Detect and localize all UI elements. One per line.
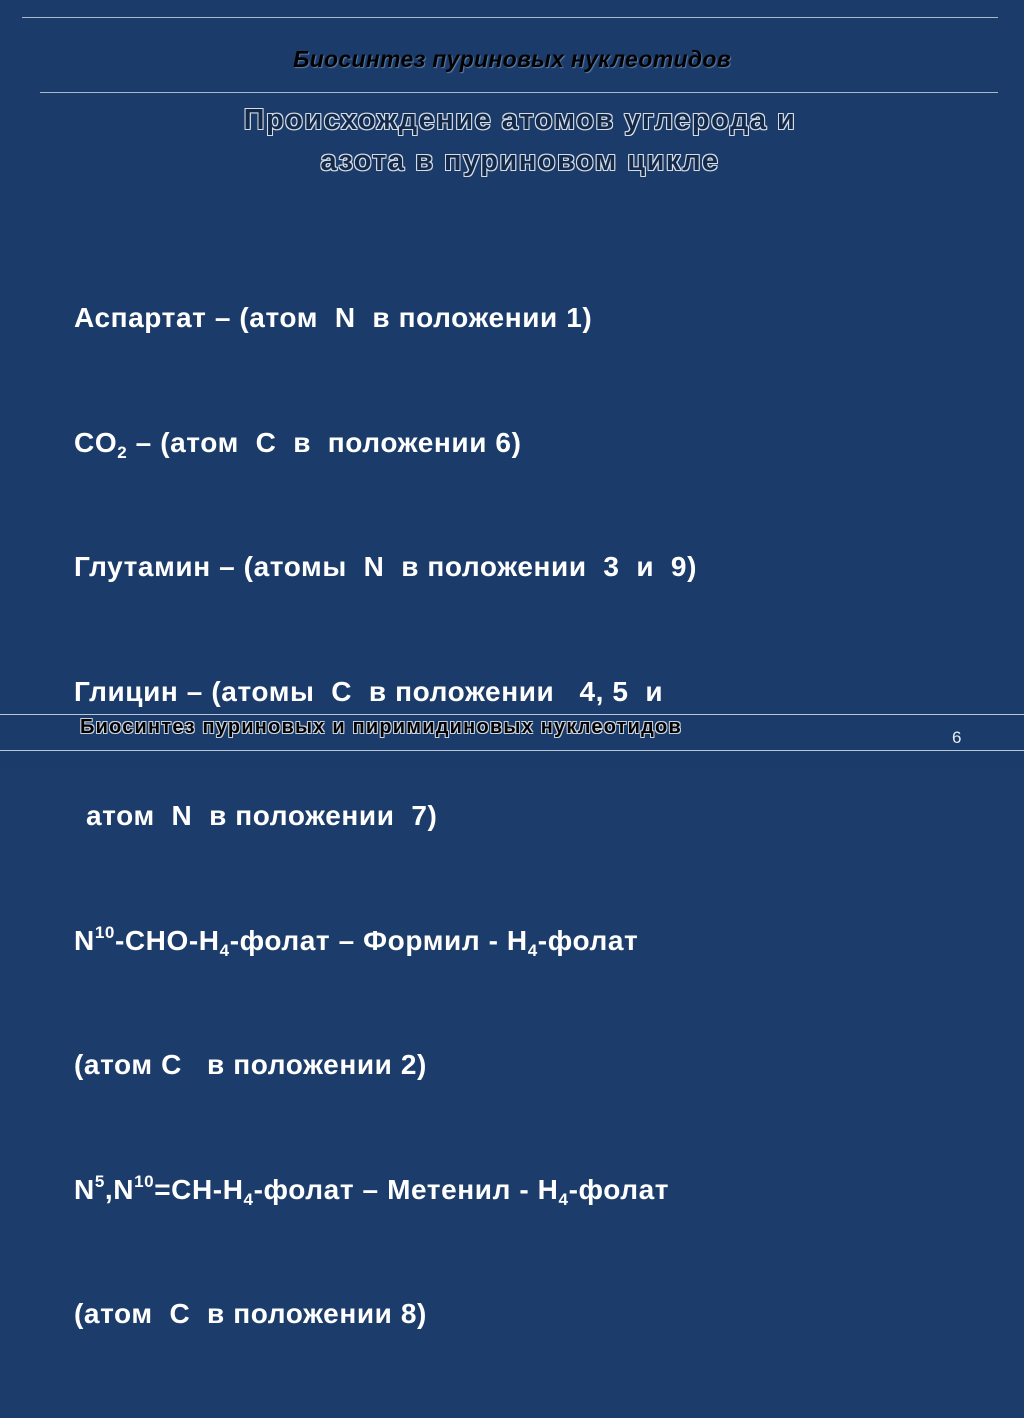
methenyl-n: N xyxy=(74,1173,95,1205)
footer-bottom-divider xyxy=(0,750,1024,751)
formyl-n-superscript: 10 xyxy=(94,922,115,942)
footer-title: Биосинтез пуриновых и пиримидиновых нуклеотидов xyxy=(80,716,682,738)
content-list xyxy=(74,214,974,1418)
co2-subscript: 2 xyxy=(117,442,128,462)
co2-description: – (атом C в положении 6) xyxy=(127,426,522,458)
methenyl-h-subscript-1: 4 xyxy=(243,1189,254,1209)
formyl-n: N xyxy=(74,924,95,956)
page-number: 6 xyxy=(952,728,962,747)
formyl-h-subscript-2: 4 xyxy=(527,940,538,960)
slide-subtitle xyxy=(90,100,950,182)
content-line-co2 xyxy=(74,422,974,464)
content-line-methenyl-folate xyxy=(74,1169,974,1211)
top-divider xyxy=(22,17,998,18)
content-line-formyl-folate xyxy=(74,920,974,962)
formyl-cho-h: -CHO-H xyxy=(114,924,220,956)
methenyl-name: -фолат – Метенил - H xyxy=(253,1173,559,1205)
methenyl-ch-h: =CH-H xyxy=(154,1173,244,1205)
content-line-glycine-cont: атом N в положении 7) xyxy=(86,800,438,831)
content-line-aspartate: Аспартат – (атом N в положении 1) xyxy=(74,302,593,333)
methenyl-h-subscript-2: 4 xyxy=(558,1189,569,1209)
header-divider xyxy=(40,92,998,93)
content-line-glycine: Глицин – (атомы C в положении 4, 5 и xyxy=(74,675,664,707)
content-line-glutamine: Глутамин – (атомы N в положении 3 и 9) xyxy=(74,551,698,582)
header-title: Биосинтез пуриновых нуклеотидов xyxy=(293,46,731,72)
methenyl-n5-superscript: 5 xyxy=(94,1171,105,1191)
methenyl-folate-suffix: -фолат xyxy=(568,1173,670,1205)
methenyl-comma-n: ,N xyxy=(104,1173,135,1205)
co2-formula: CO xyxy=(74,426,118,458)
methenyl-n10-superscript: 10 xyxy=(134,1171,155,1191)
subtitle-line-1: Происхождение атомов углерода и xyxy=(243,104,797,136)
content-line-methenyl-position: (атом C в положении 8) xyxy=(74,1298,427,1329)
formyl-name: -фолат – Формил - H xyxy=(229,924,528,956)
content-line-formyl-position: (атом C в положении 2) xyxy=(74,1049,427,1080)
formyl-folate-suffix: -фолат xyxy=(537,924,639,956)
subtitle-line-2: азота в пуриновом цикле xyxy=(320,145,720,177)
footer-top-divider xyxy=(0,714,1024,715)
formyl-h-subscript-1: 4 xyxy=(219,940,230,960)
